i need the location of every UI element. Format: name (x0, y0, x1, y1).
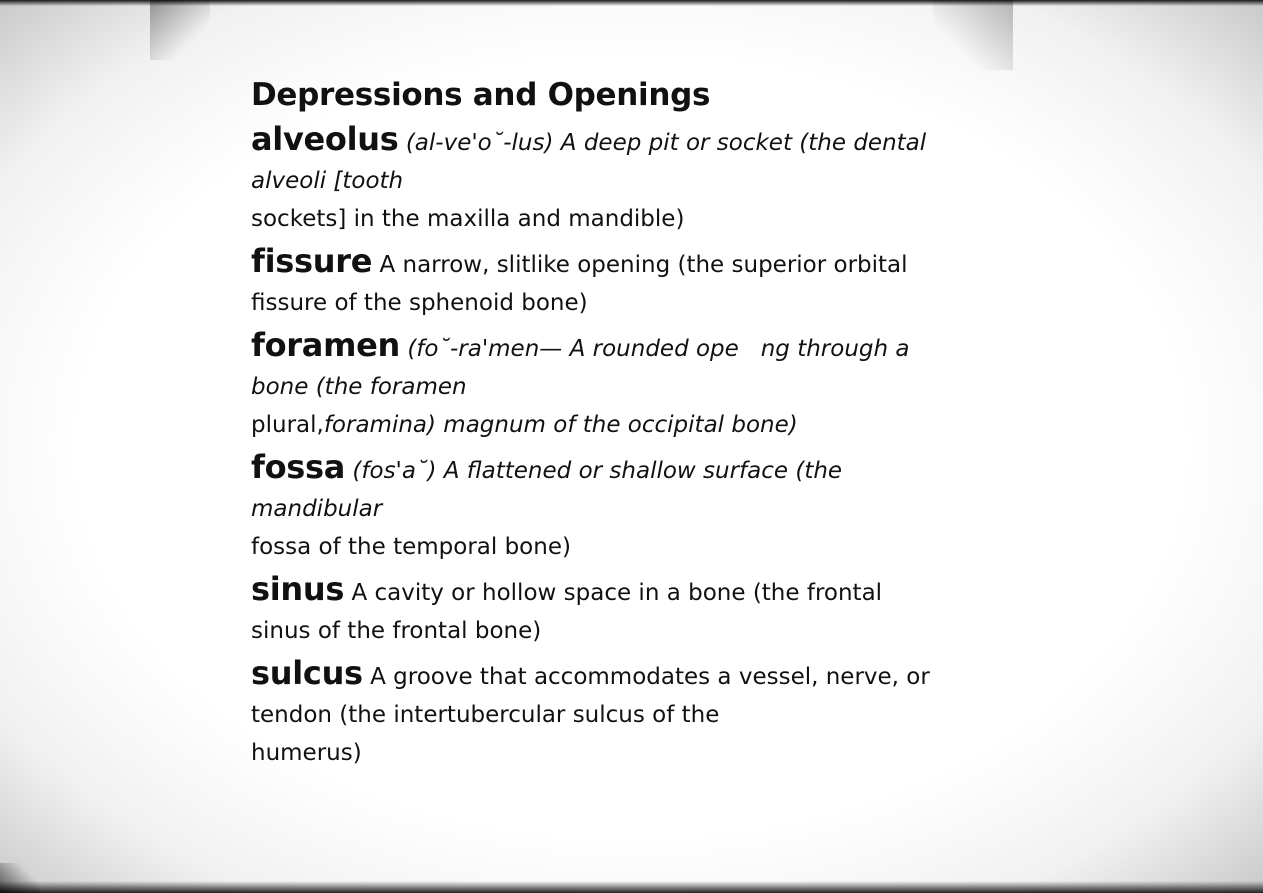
glossary-page (251, 74, 1011, 776)
entry-line (251, 406, 1011, 444)
entry-text-italic: foramina) magnum of the occipital bone) (323, 412, 798, 438)
entry-definition: A groove that accommodates a vessel, nerve, or (370, 664, 930, 690)
entry-line: sockets] in the maxilla and mandible) (251, 206, 685, 232)
entry-line (251, 326, 1011, 368)
entry-text-plain: plural, (251, 412, 324, 438)
corner-shadow-top-left (150, 0, 210, 60)
entry-line: fossa of the temporal bone) (251, 534, 571, 560)
entry-definition: (fo˘-ra'men— A rounded ope ng through a (407, 336, 910, 362)
entry-line (251, 448, 1011, 490)
entry-term: fossa (251, 448, 346, 486)
entry-line: sinus of the frontal bone) (251, 618, 542, 644)
entry-line: alveoli [tooth (251, 168, 404, 194)
entry-line (251, 654, 1011, 696)
entry-term: sulcus (251, 654, 363, 692)
entry-line: bone (the foramen (251, 374, 467, 400)
corner-shadow-top-right (933, 0, 1013, 70)
entry-line: mandibular (251, 496, 383, 522)
entry-line: humerus) (251, 740, 362, 766)
entry-definition: (al-ve'o˘-lus) A deep pit or socket (the dental (405, 130, 927, 156)
page-title: Depressions and Openings (251, 77, 711, 113)
entry-line: fissure of the sphenoid bone) (251, 290, 588, 316)
entry-alveolus (251, 120, 1011, 238)
entry-term: foramen (251, 326, 401, 364)
entry-term: sinus (251, 570, 345, 608)
entry-fissure (251, 242, 1011, 322)
entry-line (251, 120, 1011, 162)
bottom-edge-shadow (0, 881, 1263, 893)
entry-sulcus (251, 654, 1011, 772)
entry-line (251, 570, 1011, 612)
entry-term: fissure (251, 242, 373, 280)
entry-term: alveolus (251, 120, 399, 158)
entry-definition: A narrow, slitlike opening (the superior orbital (379, 252, 908, 278)
entry-definition: A cavity or hollow space in a bone (the frontal (351, 580, 883, 606)
corner-shadow-bottom-left (0, 863, 40, 893)
entry-fossa (251, 448, 1011, 566)
entry-foramen (251, 326, 1011, 444)
entry-sinus (251, 570, 1011, 650)
entry-line: tendon (the intertubercular sulcus of the (251, 702, 720, 728)
entry-line (251, 242, 1011, 284)
entry-definition: (fos'a˘) A flattened or shallow surface (the (352, 458, 843, 484)
